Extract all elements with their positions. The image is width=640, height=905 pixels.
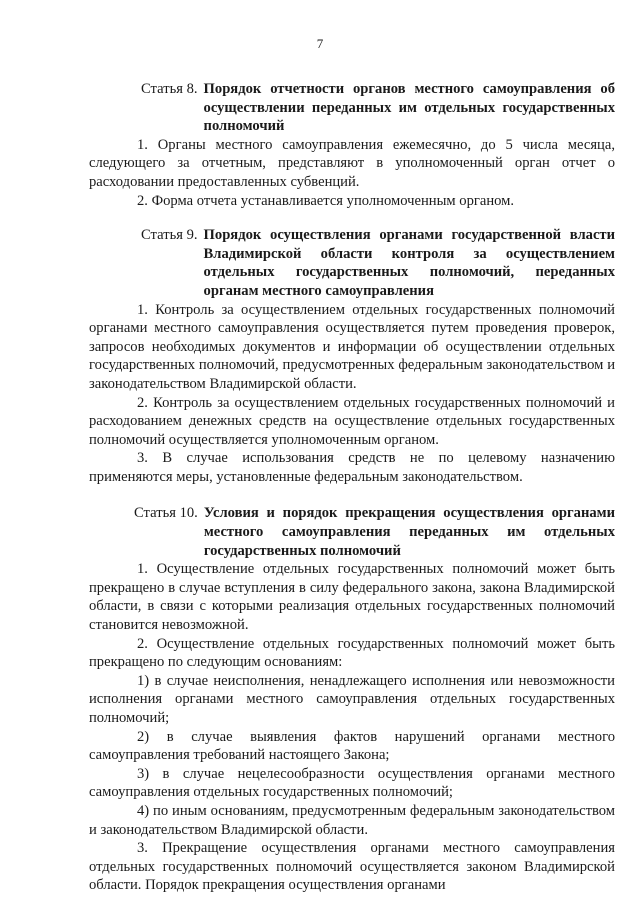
article-title: Порядок осуществления органами государственной власти Владимирской области контроля за осуществлением отдельных государственных полномочий, переданных органам местного самоуправления (203, 227, 615, 299)
article-10-heading (89, 504, 615, 560)
document-body (89, 80, 615, 895)
article-9-paragraph-2: 2. Контроль за осуществлением отдельных государственных полномочий и расходованием денежных средств на осуществление отдельных государственных полномочий осуществляется уполномоченным органом. (89, 394, 615, 448)
article-10-paragraph-2: 2. Осуществление отдельных государственных полномочий может быть прекращено по следующим основаниям: (89, 635, 615, 671)
article-title: Условия и порядок прекращения осуществления органами местного самоуправления переданных им отдельных государственных полномочий (203, 505, 615, 559)
article-8-heading (89, 80, 615, 136)
article-label: Статья 9. (141, 227, 198, 244)
article-label: Статья 8. (141, 81, 198, 97)
article-title: Порядок отчетности органов местного самоуправления об осуществлении переданных им отдельных государственных полномочий (203, 81, 615, 135)
article-label: Статья 10. (134, 505, 198, 522)
article-10-paragraph-1: 1. Осуществление отдельных государственных полномочий может быть прекращено в случае вступления в силу федерального закона, закона Владимирской области, в связи с которыми реализация отдельных государственных полномочий становится невозможной. (89, 561, 615, 634)
article-10-item-4: 4) по иным основаниям, предусмотренным федеральным законодательством и законодательством Владимирской области. (89, 802, 615, 838)
article-10-item-1: 1) в случае неисполнения, ненадлежащего исполнения или невозможности исполнения органами местного самоуправления отдельных государственных полномочий; (89, 672, 615, 726)
page-number: 7 (316, 36, 324, 51)
article-8-paragraph-1: 1. Органы местного самоуправления ежемесячно, до 5 числа месяца, следующего за отчетным, представляют в уполномоченный орган отчет о расходовании предоставленных субвенций. (89, 136, 615, 190)
article-9-paragraph-1: 1. Контроль за осуществлением отдельных государственных полномочий органами местного самоуправления осуществляется путем проведения проверок, запросов необходимых документов и информации об осуществлении отдельных государственных полномочий, предусмотренных федеральным законодательством и законодательством Владимирской области. (89, 301, 615, 392)
article-9-heading (89, 226, 615, 300)
article-10-paragraph-3: 3. Прекращение осуществления органами местного самоуправления отдельных государственных полномочий осуществляется законом Владимирской области. Порядок прекращения осуществления органами (89, 840, 615, 894)
article-10-item-3: 3) в случае нецелесообразности осуществления органами местного самоуправления отдельных государственных полномочий; (89, 765, 615, 801)
article-10-item-2: 2) в случае выявления фактов нарушений органами местного самоуправления требований настоящего Закона; (89, 728, 615, 764)
article-8-paragraph-2: 2. Форма отчета устанавливается уполномоченным органом. (137, 192, 515, 209)
article-9-paragraph-3: 3. В случае использования средств не по целевому назначению применяются меры, установленные федеральным законодательством. (89, 450, 615, 485)
